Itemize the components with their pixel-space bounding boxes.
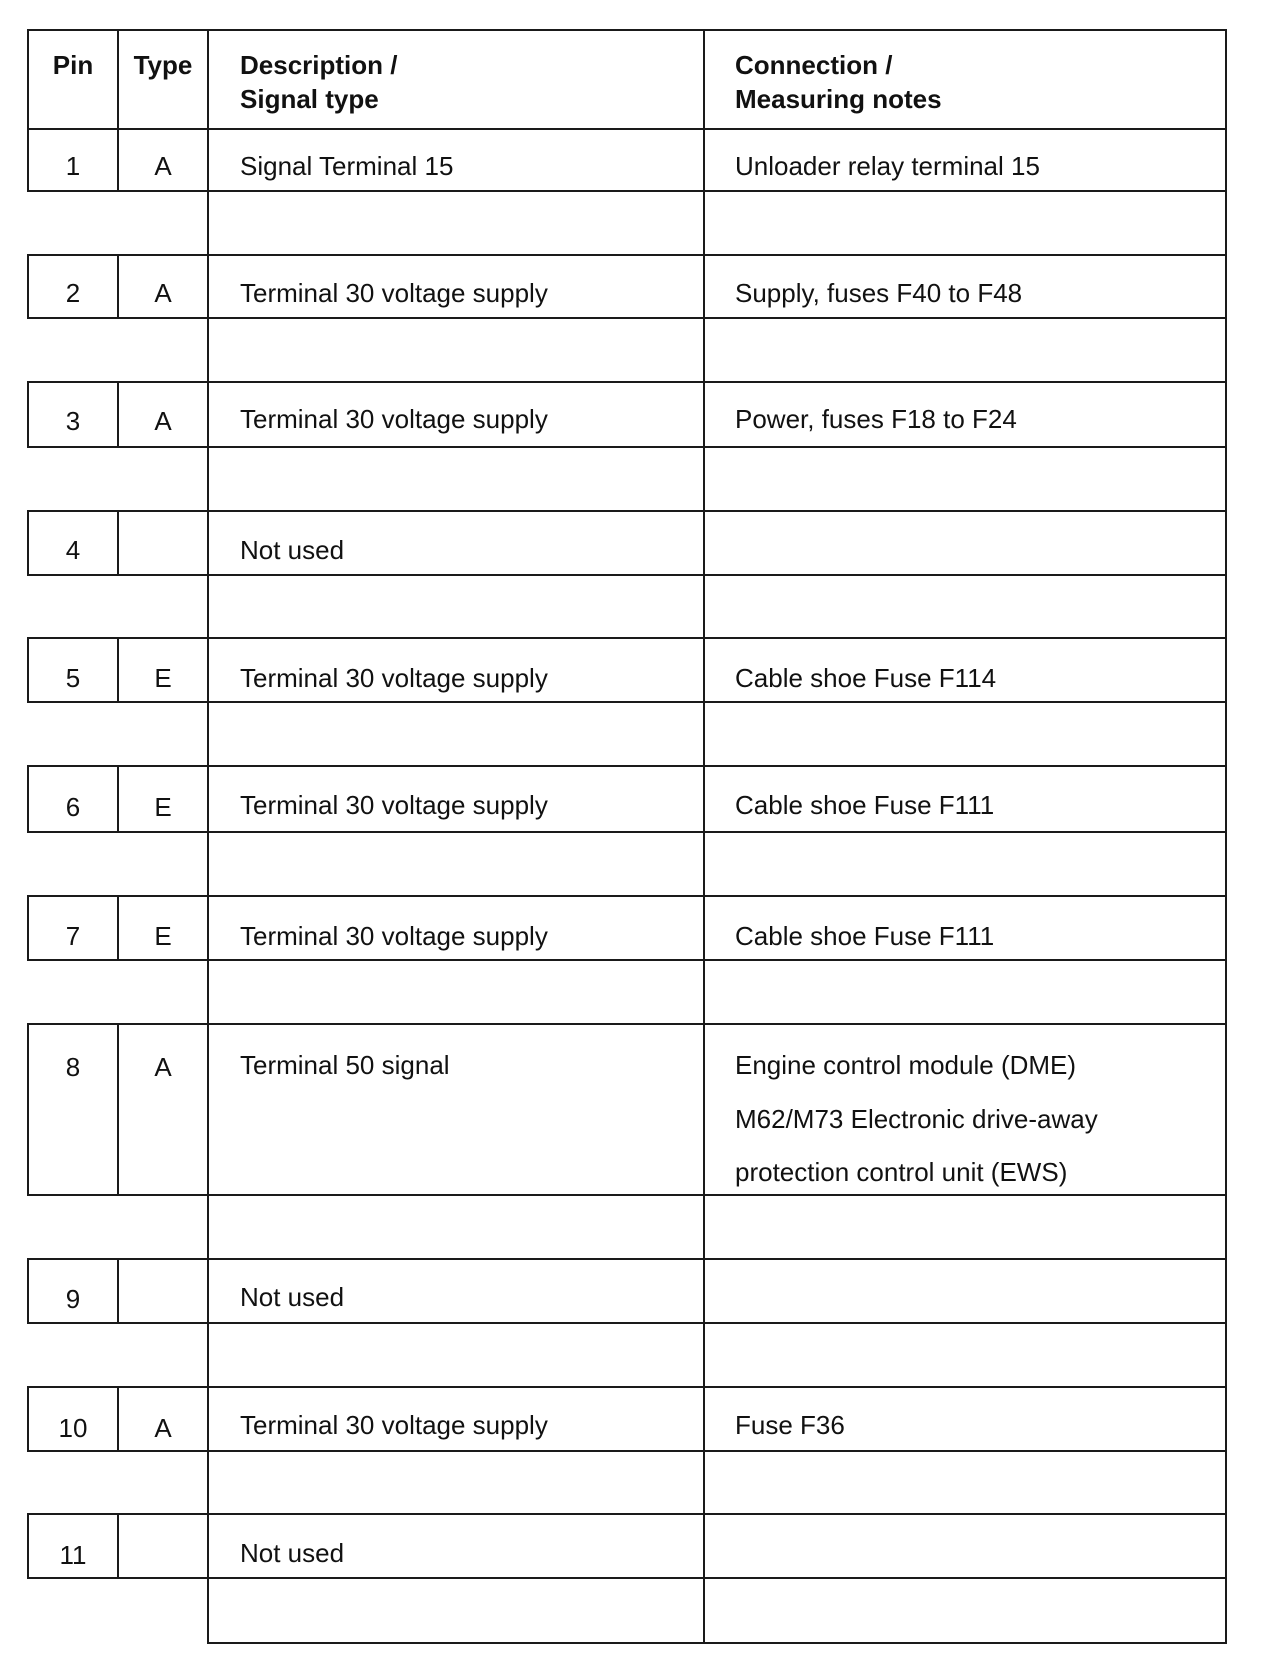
header-pin-separator [117, 29, 119, 130]
pin-connection-line3: protection control unit (EWS) [735, 1157, 1068, 1187]
spacer-bottom-border [27, 1513, 1226, 1515]
pin-number: 6 [65, 792, 81, 822]
pin-connection-line2: M62/M73 Electronic drive-away [735, 1104, 1098, 1134]
table-right-border [1225, 29, 1227, 1644]
pin-connection: Cable shoe Fuse F111 [735, 790, 995, 820]
spacer-bottom-border [27, 1386, 1226, 1388]
header-pin: Pin [52, 50, 94, 80]
spacer-bottom-border [27, 895, 1226, 897]
header-type: Type [133, 50, 193, 80]
spacer-bottom-border [27, 510, 1226, 512]
row-bottom-border [27, 317, 1226, 319]
pin-connection: Fuse F36 [735, 1410, 845, 1440]
pin-connection: Power, fuses F18 to F24 [735, 404, 1017, 434]
spacer-bottom-border [27, 1023, 1226, 1025]
pin-connection: Cable shoe Fuse F114 [735, 663, 997, 693]
header-description-line2: Signal type [240, 84, 379, 114]
row-bottom-border [27, 574, 1226, 576]
pin-number: 2 [65, 278, 81, 308]
spacer-bottom-border [27, 381, 1226, 383]
pin-number: 10 [58, 1413, 88, 1443]
pin-number: 3 [65, 406, 81, 436]
pin-type: A [154, 406, 172, 436]
pin-type: E [154, 921, 172, 951]
pin-type: A [154, 1052, 172, 1082]
row-bottom-border [27, 1322, 1226, 1324]
row-bottom-border [27, 959, 1226, 961]
pin-number: 8 [65, 1052, 81, 1082]
row-bottom-border [27, 1450, 1226, 1452]
pin-description: Terminal 30 voltage supply [240, 404, 548, 434]
pin-description: Not used [240, 1538, 345, 1568]
pin-connection: Cable shoe Fuse F111 [735, 921, 995, 951]
pin-description: Signal Terminal 15 [240, 151, 454, 181]
pin-connection: Unloader relay terminal 15 [735, 151, 1040, 181]
row-bottom-border [27, 446, 1226, 448]
row-bottom-border [27, 701, 1226, 703]
row-bottom-border [27, 1194, 1226, 1196]
table-bottom-border [207, 1642, 1226, 1644]
pin-description: Terminal 30 voltage supply [240, 790, 548, 820]
pin-number: 9 [65, 1284, 81, 1314]
pin-number: 5 [65, 663, 81, 693]
pin-type: E [154, 663, 172, 693]
spacer-bottom-border [27, 254, 1226, 256]
pin-description: Terminal 30 voltage supply [240, 663, 548, 693]
description-left-border [207, 29, 209, 1644]
pin-description: Not used [240, 535, 345, 565]
header-connection-line2: Measuring notes [735, 84, 942, 114]
row-bottom-border [27, 190, 1226, 192]
pin-description: Terminal 30 voltage supply [240, 921, 548, 951]
spacer-bottom-border [27, 637, 1226, 639]
pin-number: 7 [65, 921, 81, 951]
pin-type: A [154, 278, 172, 308]
pin-type: E [154, 792, 172, 822]
pin-connection-line1: Engine control module (DME) [735, 1050, 1077, 1080]
spacer-bottom-border [27, 765, 1226, 767]
pin-number: 11 [59, 1540, 87, 1570]
pin-description: Terminal 30 voltage supply [240, 278, 548, 308]
header-connection-line1: Connection / [735, 50, 893, 80]
connection-left-border [703, 29, 705, 1644]
pin-description: Terminal 50 signal [240, 1050, 450, 1080]
pin-number: 4 [65, 535, 81, 565]
pin-type: A [154, 1413, 172, 1443]
row-pin-separator [117, 1023, 119, 1196]
pin-connection: Supply, fuses F40 to F48 [735, 278, 1023, 308]
header-description-line1: Description / [240, 50, 398, 80]
pin-number: 1 [65, 151, 81, 181]
pin-description: Terminal 30 voltage supply [240, 1410, 548, 1440]
spacer-bottom-border [27, 1258, 1226, 1260]
pin-type: A [154, 151, 172, 181]
row-bottom-border [27, 1577, 1226, 1579]
header-left-border [27, 29, 29, 130]
row-bottom-border [27, 831, 1226, 833]
row-left-border [27, 1023, 29, 1196]
pin-description: Not used [240, 1282, 345, 1312]
